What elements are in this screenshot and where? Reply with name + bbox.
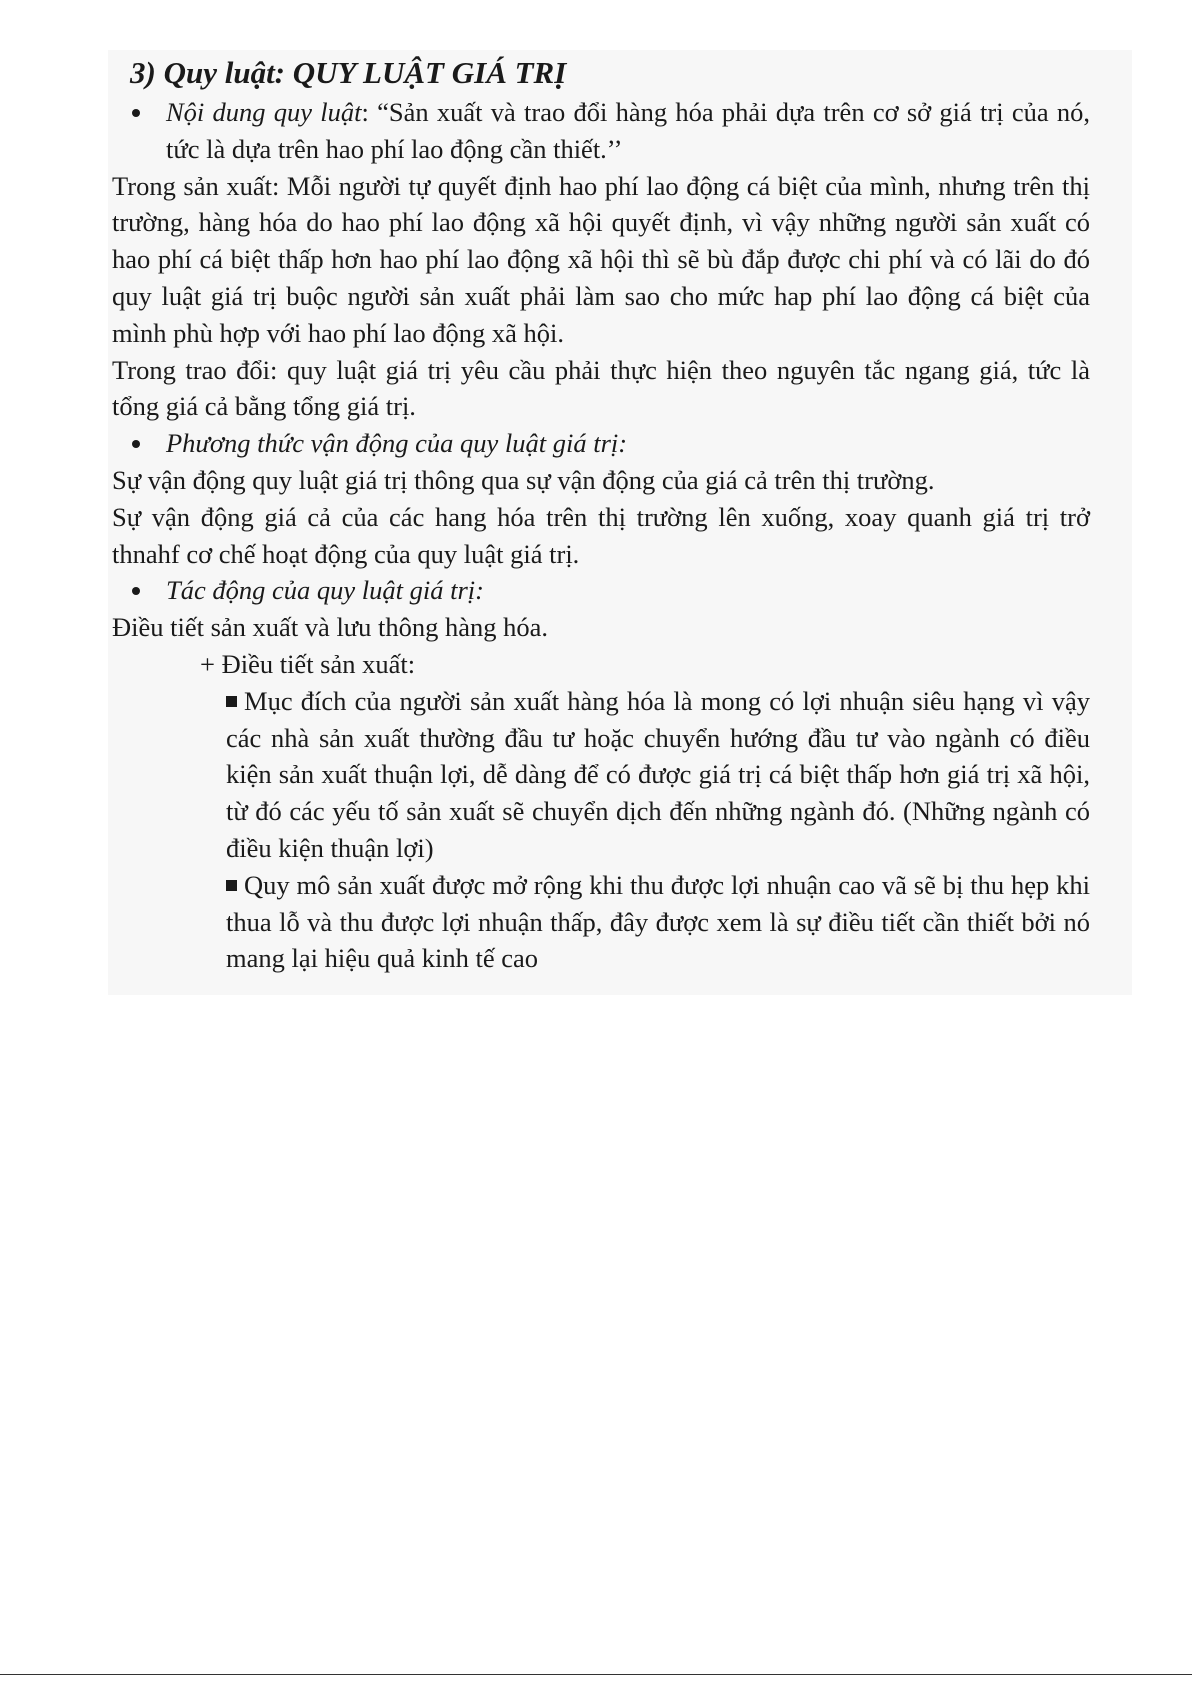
bullet-dot-icon bbox=[132, 440, 140, 448]
bullet-content-of-law bbox=[112, 94, 1090, 168]
bullet-text: : “Sản xuất và trao đổi hàng hóa phải dựa trên cơ sở giá trị của nó, tức là dựa trên hao phí lao động cần thiết.’’ bbox=[166, 97, 1090, 164]
section-heading: 3) Quy luật: QUY LUẬT GIÁ TRỊ bbox=[130, 55, 567, 90]
bullet-dot-icon bbox=[132, 587, 140, 595]
square-list-item-text: Quy mô sản xuất được mở rộng khi thu được lợi nhuận cao vã sẽ bị thu hẹp khi thua lỗ và thu được lợi nhuận thấp, đây được xem là sự điều tiết cần thiết bởi nó mang lại hiệu quả kinh tế cao bbox=[226, 869, 1090, 974]
square-bullet-icon bbox=[226, 880, 237, 891]
footer-rule bbox=[0, 1674, 1192, 1675]
bullet-label: Nội dung quy luật bbox=[166, 97, 362, 127]
bullet-movement-method bbox=[112, 425, 1090, 462]
square-list-item bbox=[112, 683, 1090, 867]
paragraph-production: Trong sản xuất: Mỗi người tự quyết định hao phí lao động cá biệt của mình, nhưng trên thị trường, hàng hóa do hao phí lao động xã hội quyết định, vì vậy những người sản xuất có hao phí cá biệt thấp hơn hao phí lao động xã hội thì sẽ bù đắp được chi phí và có lãi do đó quy luật giá trị buộc người sản xuất phải làm sao cho mức hap phí lao động cá biệt của mình phù hợp với hao phí lao động xã hội. bbox=[112, 170, 1090, 348]
bullet-label: Phương thức vận động của quy luật giá trị: bbox=[166, 428, 628, 459]
bullet-label: Tác động của quy luật giá trị: bbox=[166, 575, 484, 606]
bullet-dot-icon bbox=[132, 109, 140, 117]
square-list-item-text: Mục đích của người sản xuất hàng hóa là mong có lợi nhuận siêu hạng vì vậy các nhà sản xuất thường đầu tư hoặc chuyển hướng đầu tư vào ngành có điều kiện sản xuất thuận lợi, dễ dàng để có được giá trị cá biệt thấp hơn giá trị xã hội, từ đó các yếu tố sản xuất sẽ chuyển dịch đến những ngành đó. (Những ngành có điều kiện thuận lợi) bbox=[226, 685, 1090, 863]
paragraph-exchange: Trong trao đổi: quy luật giá trị yêu cầu phải thực hiện theo nguyên tắc ngang giá, tức là tổng giá cả bằng tổng giá trị. bbox=[112, 354, 1090, 422]
paragraph-effects: Điều tiết sản xuất và lưu thông hàng hóa. bbox=[112, 612, 549, 643]
sub-heading-production-regulation: + Điều tiết sản xuất: bbox=[200, 648, 416, 679]
paragraph-movement-2: Sự vận động giá cả của các hang hóa trên thị trường lên xuống, xoay quanh giá trị trở thnahf cơ chế hoạt động của quy luật giá trị. bbox=[112, 501, 1090, 569]
square-list-item bbox=[112, 867, 1090, 977]
bullet-effects bbox=[112, 572, 1090, 609]
paragraph-movement-1: Sự vận động quy luật giá trị thông qua sự vận động của giá cả trên thị trường. bbox=[112, 464, 935, 495]
document-body bbox=[112, 52, 1090, 977]
square-bullet-icon bbox=[226, 696, 237, 707]
